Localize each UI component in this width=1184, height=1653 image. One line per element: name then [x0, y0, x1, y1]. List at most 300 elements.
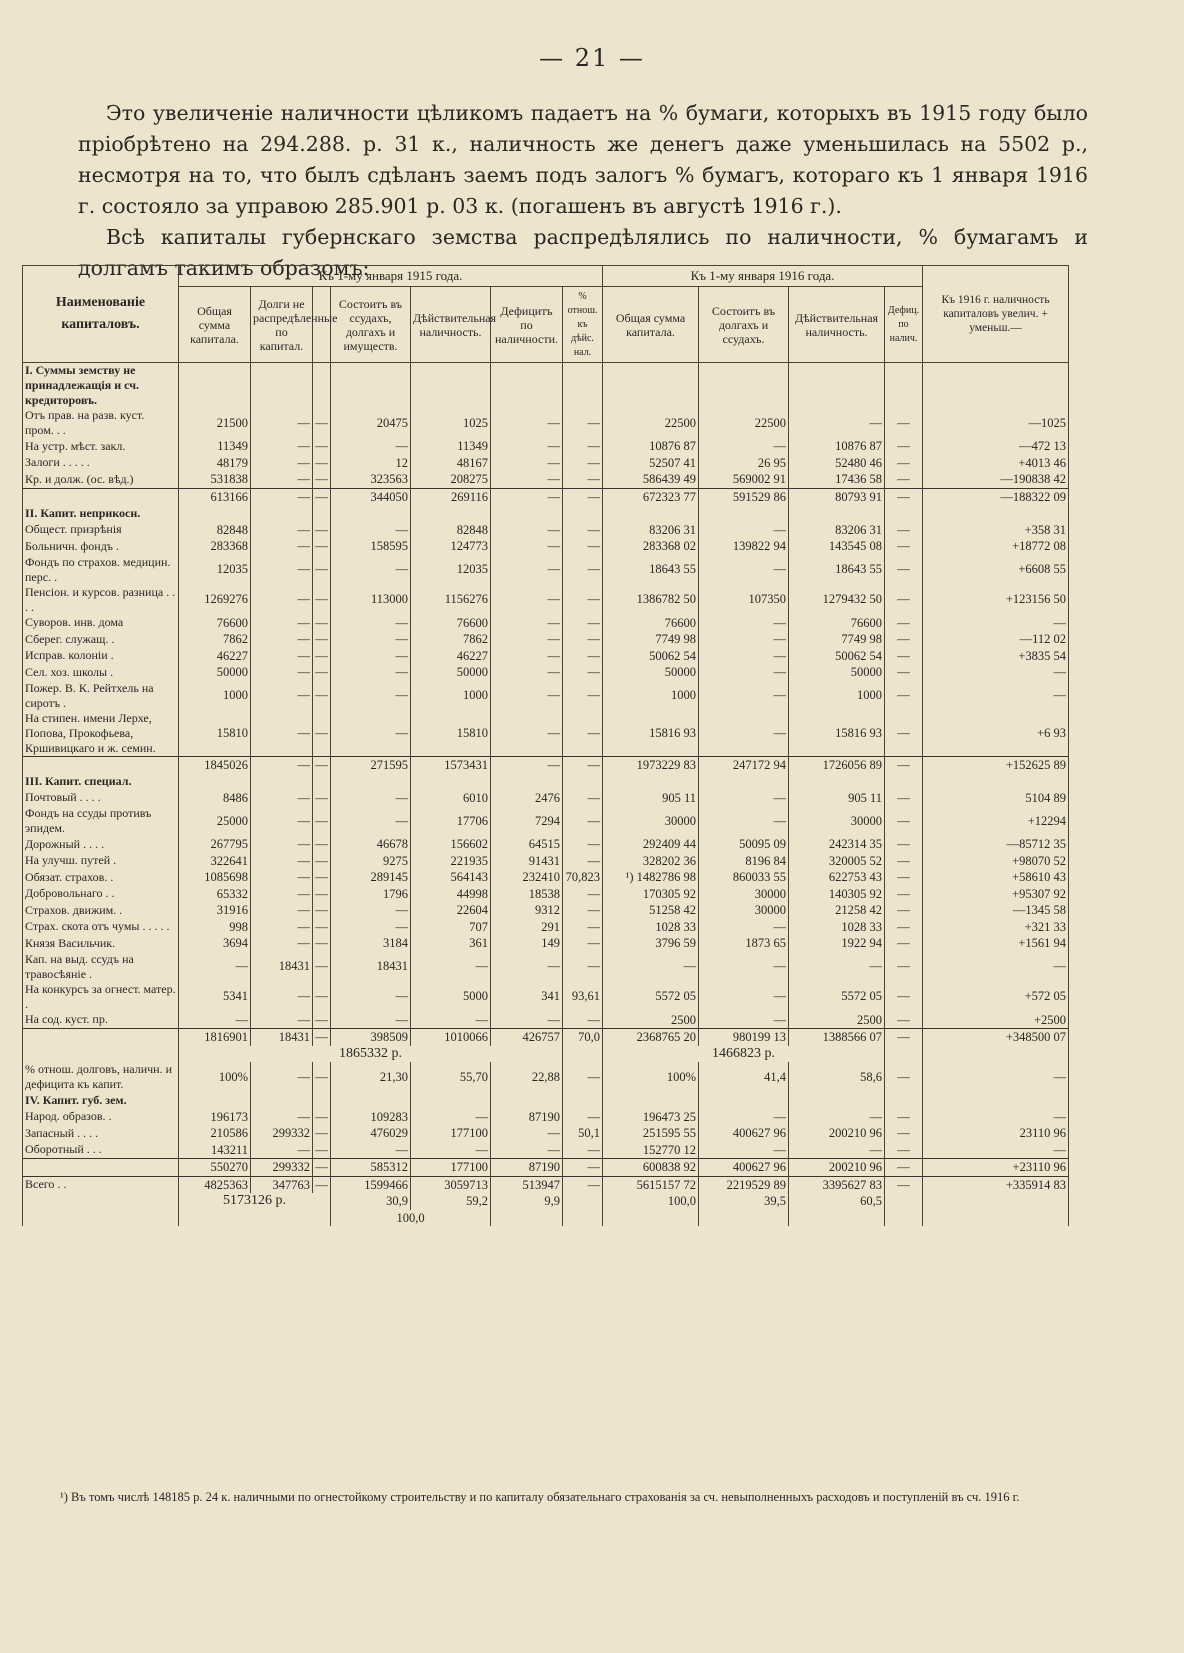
- table-cell: —: [251, 471, 313, 488]
- table-cell: [179, 1092, 251, 1109]
- table-cell: На улучш. путей .: [23, 853, 179, 870]
- table-cell: 980199 13: [699, 1029, 789, 1046]
- table-cell: +3835 54: [923, 648, 1069, 665]
- table-cell: —: [923, 1142, 1069, 1159]
- table-cell: [563, 505, 603, 522]
- table-cell: —: [491, 408, 563, 438]
- table-cell: —: [491, 471, 563, 488]
- table-cell: —: [313, 522, 331, 539]
- col-percent: % отнош. къ дѣйс. нал.: [563, 287, 603, 363]
- table-cell: —: [885, 1125, 923, 1142]
- table-cell: 1599466: [331, 1176, 411, 1193]
- table-cell: Пенсіон. и курсов. разница . . . .: [23, 585, 179, 615]
- table-cell: —: [789, 1109, 885, 1126]
- table-cell: 50000: [179, 664, 251, 681]
- header-change: Къ 1916 г. наличность капиталовъ увелич. + уменьш.—: [923, 266, 1069, 363]
- table-cell: [313, 1092, 331, 1109]
- table-cell: —: [251, 631, 313, 648]
- table-cell: —: [331, 648, 411, 665]
- table-cell: —: [331, 1142, 411, 1159]
- table-cell: Запасный . . . .: [23, 1125, 179, 1142]
- table-cell: 82848: [411, 522, 491, 539]
- table-cell: —: [491, 1142, 563, 1159]
- table-cell: [789, 773, 885, 790]
- table-cell: —: [885, 756, 923, 773]
- table-cell: —: [563, 615, 603, 632]
- table-cell: —: [699, 1142, 789, 1159]
- table-row: [23, 869, 1069, 886]
- table-cell: [251, 363, 313, 409]
- table-cell: 3694: [179, 935, 251, 952]
- table-cell: 15810: [411, 711, 491, 757]
- table-cell: Страх. скота отъ чумы . . . . .: [23, 919, 179, 936]
- table-cell: —: [885, 585, 923, 615]
- table-cell: —: [923, 1109, 1069, 1126]
- table-cell: [923, 773, 1069, 790]
- table-cell: 200210 96: [789, 1125, 885, 1142]
- table-cell: 398509: [331, 1029, 411, 1046]
- table-cell: 18431: [331, 952, 411, 982]
- table-cell: 58,6: [789, 1062, 885, 1092]
- table-cell: +23110 96: [923, 1159, 1069, 1177]
- table-cell: —: [563, 853, 603, 870]
- table-cell: —112 02: [923, 631, 1069, 648]
- table-row: [23, 1109, 1069, 1126]
- table-row: [23, 471, 1069, 488]
- table-cell: —: [313, 615, 331, 632]
- table-cell: —: [789, 408, 885, 438]
- table-cell: 18431: [251, 1029, 313, 1046]
- table-cell: —: [331, 919, 411, 936]
- col-cash-1916: Дѣйствительная наличность.: [789, 287, 885, 363]
- table-cell: 1573431: [411, 756, 491, 773]
- table-cell: 905 11: [789, 790, 885, 807]
- table-cell: —: [313, 806, 331, 836]
- table-cell: —: [563, 538, 603, 555]
- table-cell: —: [491, 711, 563, 757]
- table-cell: +152625 89: [923, 756, 1069, 773]
- table-cell: —: [313, 935, 331, 952]
- table-cell: +321 33: [923, 919, 1069, 936]
- table-row: [23, 505, 1069, 522]
- table-cell: 242314 35: [789, 836, 885, 853]
- table-cell: —: [885, 615, 923, 632]
- table-cell: +348500 07: [923, 1029, 1069, 1046]
- table-cell: 292409 44: [603, 836, 699, 853]
- table-cell: III. Капит. специал.: [23, 773, 179, 790]
- table-cell: —: [313, 455, 331, 472]
- table-cell: [23, 1210, 179, 1227]
- table-cell: 9,9: [491, 1193, 563, 1210]
- table-cell: —: [313, 538, 331, 555]
- table-cell: % отнош. долговъ, наличн. и дефицита къ капит.: [23, 1062, 179, 1092]
- table-cell: —: [699, 790, 789, 807]
- table-cell: [699, 1092, 789, 1109]
- table-cell: —: [885, 664, 923, 681]
- table-cell: —: [885, 455, 923, 472]
- table-cell: —: [699, 631, 789, 648]
- table-cell: —: [699, 648, 789, 665]
- footnote: ¹) Въ томъ числѣ 148185 р. 24 к. наличными по огнестойкому строительству и по капиталу обязательнаго страхованія за сч. невыполненныхъ расходовъ и поступленій въ сч. 1916 г.: [60, 1490, 1020, 1504]
- table-cell: 8486: [179, 790, 251, 807]
- table-cell: 1726056 89: [789, 756, 885, 773]
- table-cell: —: [563, 648, 603, 665]
- table-cell: —: [313, 1176, 331, 1193]
- table-cell: [411, 773, 491, 790]
- table-cell: —: [251, 1062, 313, 1092]
- table-cell: 50095 09: [699, 836, 789, 853]
- table-cell: —: [411, 1012, 491, 1029]
- table-cell: —: [885, 806, 923, 836]
- table-cell: [491, 1210, 563, 1227]
- table-cell: —: [923, 664, 1069, 681]
- table-cell: 50000: [603, 664, 699, 681]
- table-cell: —: [923, 1062, 1069, 1092]
- table-cell: 140305 92: [789, 886, 885, 903]
- table-row: [23, 648, 1069, 665]
- table-cell: —472 13: [923, 438, 1069, 455]
- table-cell: 12035: [411, 555, 491, 585]
- table-cell: —: [331, 522, 411, 539]
- table-cell: —: [313, 1142, 331, 1159]
- table-cell: —: [313, 836, 331, 853]
- table-cell: 361: [411, 935, 491, 952]
- table-cell: Кап. на выд. ссудъ на травосѣяніе .: [23, 952, 179, 982]
- table-cell: —: [313, 952, 331, 982]
- table-cell: —: [251, 806, 313, 836]
- table-cell: 83206 31: [789, 522, 885, 539]
- table-cell: —: [885, 1159, 923, 1177]
- table-cell: 400627 96: [699, 1125, 789, 1142]
- table-cell: —: [251, 935, 313, 952]
- table-row: [23, 363, 1069, 409]
- table-row: [23, 886, 1069, 903]
- capitals-table: [22, 265, 1069, 1226]
- table-cell: 10876 87: [603, 438, 699, 455]
- table-cell: 1269276: [179, 585, 251, 615]
- table-cell: —: [251, 982, 313, 1012]
- table-row: [23, 615, 1069, 632]
- table-cell: —: [563, 886, 603, 903]
- table-cell: 7294: [491, 806, 563, 836]
- table-cell: Страхов. движим. .: [23, 902, 179, 919]
- table-cell: 208275: [411, 471, 491, 488]
- table-cell: —: [699, 952, 789, 982]
- table-cell: 50062 54: [603, 648, 699, 665]
- table-cell: 9275: [331, 853, 411, 870]
- table-cell: 41,4: [699, 1062, 789, 1092]
- table-cell: 269116: [411, 488, 491, 505]
- table-cell: 5615157 72: [603, 1176, 699, 1193]
- table-cell: 139822 94: [699, 538, 789, 555]
- table-cell: —: [331, 711, 411, 757]
- col-total-1916: Общая сумма капитала.: [603, 287, 699, 363]
- table-cell: 22500: [603, 408, 699, 438]
- table-cell: —: [563, 1062, 603, 1092]
- table-cell: 7862: [411, 631, 491, 648]
- table-cell: 65332: [179, 886, 251, 903]
- table-cell: 26 95: [699, 455, 789, 472]
- table-row: [23, 919, 1069, 936]
- table-cell: Оборотный . . .: [23, 1142, 179, 1159]
- table-cell: [491, 773, 563, 790]
- table-cell: 18643 55: [789, 555, 885, 585]
- table-cell: 1156276: [411, 585, 491, 615]
- table-cell: 21500: [179, 408, 251, 438]
- table-cell: —: [313, 982, 331, 1012]
- table-cell: На устр. мѣст. закл.: [23, 438, 179, 455]
- table-row: [23, 836, 1069, 853]
- table-cell: +98070 52: [923, 853, 1069, 870]
- table-cell: 5572 05: [789, 982, 885, 1012]
- table-cell: 271595: [331, 756, 411, 773]
- table-cell: —: [563, 522, 603, 539]
- table-cell: 30000: [789, 806, 885, 836]
- table-cell: 46227: [411, 648, 491, 665]
- table-cell: ¹) 1482786 98: [603, 869, 699, 886]
- table-cell: [885, 1210, 923, 1227]
- table-cell: 100%: [179, 1062, 251, 1092]
- table-cell: —: [313, 1062, 331, 1092]
- table-cell: 196473 25: [603, 1109, 699, 1126]
- table-cell: —: [313, 438, 331, 455]
- table-cell: [23, 1159, 179, 1177]
- table-cell: II. Капит. неприкосн.: [23, 505, 179, 522]
- table-cell: —: [331, 681, 411, 711]
- col-loans-1916: Состоитъ въ долгахъ и ссудахъ.: [699, 287, 789, 363]
- table-cell: —: [313, 790, 331, 807]
- table-cell: —: [563, 902, 603, 919]
- col-loans-1915: Состоитъ въ ссудахъ, долгахъ и имуществ.: [331, 287, 411, 363]
- table-cell: 513947: [491, 1176, 563, 1193]
- table-cell: 83206 31: [603, 522, 699, 539]
- table-cell: [699, 505, 789, 522]
- col-total-1915: Общая сумма капитала.: [179, 287, 251, 363]
- table-cell: 30,9: [331, 1193, 411, 1210]
- table-cell: —: [563, 919, 603, 936]
- table-cell: 1873 65: [699, 935, 789, 952]
- table-row: [23, 1210, 1069, 1227]
- table-cell: —: [313, 1012, 331, 1029]
- table-cell: —: [491, 522, 563, 539]
- table-cell: [251, 1092, 313, 1109]
- table-cell: 8196 84: [699, 853, 789, 870]
- table-cell: 283368 02: [603, 538, 699, 555]
- table-cell: —: [885, 869, 923, 886]
- table-cell: —: [491, 538, 563, 555]
- table-cell: [563, 363, 603, 409]
- table-cell: 1000: [179, 681, 251, 711]
- table-cell: +123156 50: [923, 585, 1069, 615]
- table-cell: Почтовый . . . .: [23, 790, 179, 807]
- table-cell: 232410: [491, 869, 563, 886]
- table-cell: Обязат. страхов. .: [23, 869, 179, 886]
- table-cell: 4825363: [179, 1176, 251, 1193]
- table-cell: 2219529 89: [699, 1176, 789, 1193]
- table-cell: [563, 1046, 603, 1063]
- table-cell: —: [251, 555, 313, 585]
- table-cell: —: [313, 664, 331, 681]
- table-cell: —: [251, 585, 313, 615]
- table-cell: [603, 1210, 699, 1227]
- table-cell: 7862: [179, 631, 251, 648]
- table-cell: 1865332 р.: [179, 1046, 563, 1063]
- table-cell: [885, 505, 923, 522]
- table-cell: —: [563, 1109, 603, 1126]
- table-cell: —: [313, 1029, 331, 1046]
- table-cell: [603, 505, 699, 522]
- table-cell: 59,2: [411, 1193, 491, 1210]
- table-row: [23, 664, 1069, 681]
- table-cell: 87190: [491, 1109, 563, 1126]
- table-cell: 91431: [491, 853, 563, 870]
- table-cell: [491, 363, 563, 409]
- table-cell: 46227: [179, 648, 251, 665]
- table-cell: —: [885, 935, 923, 952]
- table-cell: —: [563, 836, 603, 853]
- table-cell: —: [789, 952, 885, 982]
- table-cell: 70,823: [563, 869, 603, 886]
- table-cell: [885, 773, 923, 790]
- table-cell: 221935: [411, 853, 491, 870]
- table-cell: Исправ. колоніи .: [23, 648, 179, 665]
- table-cell: 707: [411, 919, 491, 936]
- table-cell: —: [699, 522, 789, 539]
- table-cell: 177100: [411, 1159, 491, 1177]
- table-cell: —: [251, 438, 313, 455]
- table-cell: Сберег. служащ. .: [23, 631, 179, 648]
- table-cell: [179, 773, 251, 790]
- table-cell: —: [251, 522, 313, 539]
- table-row: [23, 488, 1069, 505]
- table-cell: 76600: [411, 615, 491, 632]
- table-cell: —: [563, 631, 603, 648]
- table-cell: +6608 55: [923, 555, 1069, 585]
- table-cell: —: [331, 806, 411, 836]
- table-cell: 177100: [411, 1125, 491, 1142]
- table-cell: [789, 363, 885, 409]
- table-cell: Пожер. В. К. Рейтхель на сиротъ .: [23, 681, 179, 711]
- table-cell: —: [491, 455, 563, 472]
- table-cell: 1845026: [179, 756, 251, 773]
- table-cell: [313, 773, 331, 790]
- table-cell: —: [885, 522, 923, 539]
- table-cell: —: [251, 455, 313, 472]
- table-cell: 143545 08: [789, 538, 885, 555]
- table-cell: —: [251, 681, 313, 711]
- table-cell: 39,5: [699, 1193, 789, 1210]
- table-cell: На сод. куст. пр.: [23, 1012, 179, 1029]
- table-cell: 21258 42: [789, 902, 885, 919]
- table-cell: —: [313, 488, 331, 505]
- table-cell: 196173: [179, 1109, 251, 1126]
- table-cell: 70,0: [563, 1029, 603, 1046]
- table-cell: 400627 96: [699, 1159, 789, 1177]
- table-cell: —: [885, 631, 923, 648]
- table-cell: —: [563, 1159, 603, 1177]
- table-cell: —: [885, 1062, 923, 1092]
- table-cell: 267795: [179, 836, 251, 853]
- table-cell: 30000: [699, 902, 789, 919]
- table-cell: 23110 96: [923, 1125, 1069, 1142]
- table-cell: —: [491, 438, 563, 455]
- table-cell: 5572 05: [603, 982, 699, 1012]
- table-cell: —: [563, 1176, 603, 1193]
- table-cell: [251, 773, 313, 790]
- page-number: — 21 —: [539, 44, 645, 72]
- table-cell: [789, 505, 885, 522]
- table-cell: 283368: [179, 538, 251, 555]
- table-row: [23, 952, 1069, 982]
- table-cell: —: [179, 1012, 251, 1029]
- table-cell: —: [491, 1012, 563, 1029]
- table-cell: 124773: [411, 538, 491, 555]
- table-cell: —: [251, 869, 313, 886]
- table-cell: 170305 92: [603, 886, 699, 903]
- table-cell: 100,0: [603, 1193, 699, 1210]
- table-row: [23, 1062, 1069, 1092]
- table-cell: 200210 96: [789, 1159, 885, 1177]
- table-cell: Общест. призрѣнія: [23, 522, 179, 539]
- table-cell: —: [885, 438, 923, 455]
- table-cell: —: [313, 555, 331, 585]
- table-cell: 1388566 07: [789, 1029, 885, 1046]
- table-cell: [923, 505, 1069, 522]
- table-cell: 347763: [251, 1176, 313, 1193]
- table-cell: 60,5: [789, 1193, 885, 1210]
- table-cell: [563, 1210, 603, 1227]
- table-cell: 289145: [331, 869, 411, 886]
- table-cell: [885, 363, 923, 409]
- table-cell: 2500: [789, 1012, 885, 1029]
- table-cell: —: [885, 919, 923, 936]
- table-cell: 18538: [491, 886, 563, 903]
- table-cell: 64515: [491, 836, 563, 853]
- table-cell: —: [491, 585, 563, 615]
- table-cell: —: [563, 711, 603, 757]
- table-cell: 15816 93: [603, 711, 699, 757]
- table-cell: —: [331, 1012, 411, 1029]
- table-cell: 87190: [491, 1159, 563, 1177]
- table-cell: [331, 363, 411, 409]
- table-row: [23, 1193, 1069, 1210]
- table-cell: +6 93: [923, 711, 1069, 757]
- table-cell: 50062 54: [789, 648, 885, 665]
- table-cell: [923, 363, 1069, 409]
- table-cell: —: [563, 471, 603, 488]
- header-1915: Къ 1-му января 1915 года.: [179, 266, 603, 287]
- table-cell: [23, 1193, 179, 1210]
- table-cell: —: [699, 806, 789, 836]
- table-cell: 1466823 р.: [603, 1046, 885, 1063]
- table-cell: 3184: [331, 935, 411, 952]
- table-cell: 591529 86: [699, 488, 789, 505]
- table-body: [23, 363, 1069, 1227]
- table-row: [23, 555, 1069, 585]
- table-row: [23, 1092, 1069, 1109]
- table-cell: —: [923, 952, 1069, 982]
- table-cell: —: [699, 615, 789, 632]
- table-cell: —: [179, 952, 251, 982]
- table-cell: +2500: [923, 1012, 1069, 1029]
- table-cell: 31916: [179, 902, 251, 919]
- table-cell: [923, 1092, 1069, 1109]
- table-cell: —: [699, 664, 789, 681]
- table-cell: —: [251, 836, 313, 853]
- table-cell: —: [563, 1142, 603, 1159]
- table-cell: [699, 773, 789, 790]
- table-cell: 672323 77: [603, 488, 699, 505]
